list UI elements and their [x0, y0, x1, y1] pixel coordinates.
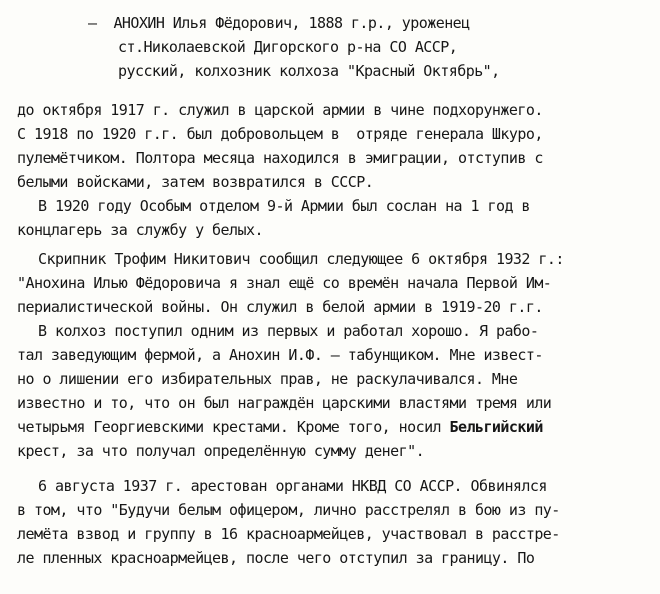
body-line-11: тал заведующим фермой, а Анохин И.Ф. – табунщиком. Мне извест- [17, 346, 543, 364]
body-line-7: Скрипник Трофим Никитович сообщил следующее 6 октября 1932 г.: [38, 250, 564, 268]
body-line-14-emphasis: Бельгийский [449, 418, 543, 436]
body-line-14 [17, 415, 543, 439]
body-line-9: периалистической войны. Он служил в белой армии в 1919-20 г.г. [17, 298, 543, 316]
body-line-10: В колхоз поступил одним из первых и работал хорошо. Я рабо- [38, 322, 539, 340]
body-line-2: С 1918 по 1920 г.г. был добровольцем в отряде генерала Шкуро, [17, 125, 543, 143]
body-line-1: до октября 1917 г. служил в царской армии в чине подхорунжего. [17, 101, 543, 119]
body-line-17: в том, что "Будучи белым офицером, лично расстрелял в бою из пу- [17, 501, 560, 519]
body-line-3: пулемётчиком. Полтора месяца находился в эмиграции, отступив с [17, 149, 543, 167]
body-line-5: В 1920 году Особым отделом 9-й Армии был сослан на 1 год в [38, 197, 530, 215]
body-line-14-text: четырьмя Георгиевскими крестами. Кроме того, носил [17, 418, 450, 436]
body-line-16: 6 августа 1937 г. арестован органами НКВД СО АССР. Обвинялся [38, 477, 547, 495]
header-line-3: русский, колхозник колхоза "Красный Октябрь", [118, 62, 500, 80]
body-line-15: крест, за что получал определённую сумму денег". [17, 442, 425, 460]
body-line-6: концлагерь за службу у белых. [17, 221, 263, 239]
body-line-13: известно и то, что он был награждён царскими властями тремя или [17, 394, 552, 412]
body-line-8: "Анохина Илью Фёдоровича я знал ещё со времён начала Первой Им- [17, 274, 552, 292]
body-line-4: белыми войсками, затем возвратился в СССР. [17, 173, 374, 191]
header-line-1: – АНОХИН Илья Фёдорович, 1888 г.р., уроженец [88, 14, 470, 32]
body-line-19: ле пленных красноармейцев, после чего отступил за границу. По [17, 549, 535, 567]
body-line-12: но о лишении его избирательных прав, не раскулачивался. Мне [17, 370, 518, 388]
header-line-2: ст.Николаевской Дигорского р-на СО АССР, [118, 38, 458, 56]
body-line-18: лемёта взвод и группу в 16 красноармейцев, участвовал в расстре- [17, 525, 560, 543]
